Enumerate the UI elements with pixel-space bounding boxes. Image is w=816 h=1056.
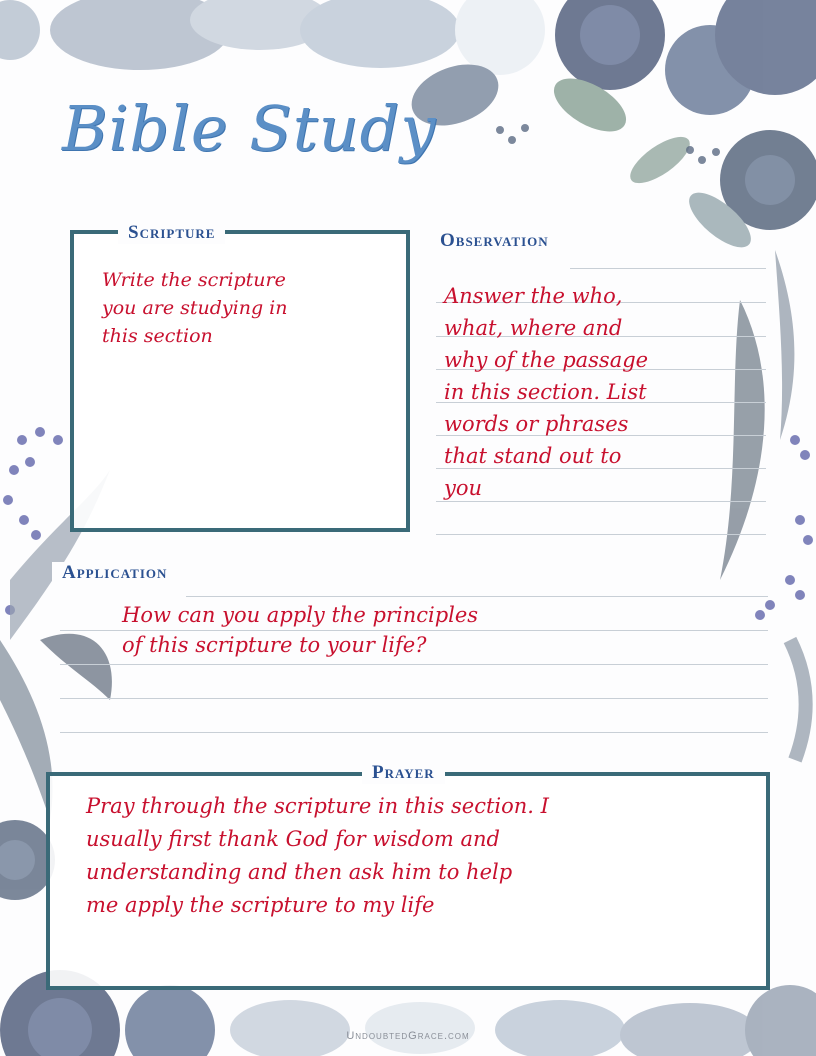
page-title: Bible Study: [62, 92, 437, 165]
application-heading: Application: [52, 562, 177, 584]
observation-heading: Observation: [430, 230, 559, 252]
observation-line: [570, 268, 766, 269]
scripture-text: Write the scripture you are studying in this section: [102, 269, 288, 347]
application-line: [60, 732, 768, 733]
observation-text: Answer the who, what, where and why of the passage in this section. List words or phrases that stand out to you: [444, 284, 649, 500]
prayer-text: Pray through the scripture in this section. I usually first thank God for wisdom and understanding and then ask him to help me apply the scripture to my life: [86, 794, 549, 917]
application-text: How can you apply the principles of this scripture to your life?: [122, 603, 479, 657]
observation-line: [436, 534, 766, 535]
scripture-heading: Scripture: [118, 222, 225, 244]
prayer-heading: Prayer: [362, 762, 445, 784]
application-line: [186, 596, 768, 597]
footer-website: UndoubtedGrace.com: [346, 1030, 470, 1042]
application-line: [60, 698, 768, 699]
application-line: [60, 664, 768, 665]
